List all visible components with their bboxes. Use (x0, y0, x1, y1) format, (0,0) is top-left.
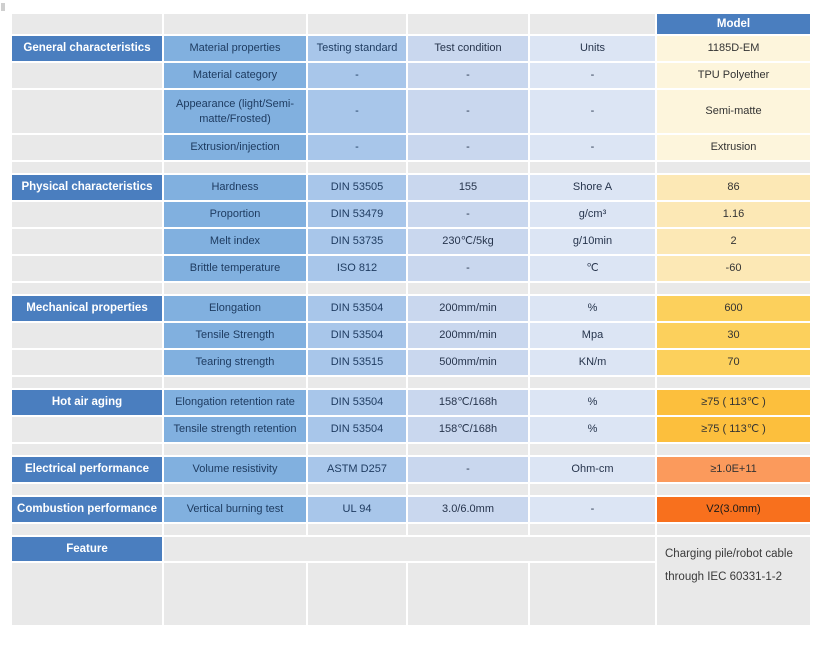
property-cell: Brittle temperature (164, 256, 306, 281)
empty-cell (308, 444, 406, 455)
property-cell: Material category (164, 63, 306, 88)
units-cell: - (530, 135, 655, 160)
empty-cell (530, 162, 655, 173)
standard-cell: DIN 53479 (308, 202, 406, 227)
section-header-cell: Feature (12, 537, 162, 561)
standard-cell: DIN 53735 (308, 229, 406, 254)
empty-cell (530, 524, 655, 535)
empty-cell (408, 563, 528, 625)
property-cell: Tearing strength (164, 350, 306, 375)
table-row (12, 90, 810, 133)
empty-cell (408, 283, 528, 294)
spacer-row (12, 444, 810, 455)
units-cell: Ohm-cm (530, 457, 655, 482)
empty-cell (530, 444, 655, 455)
table-row (12, 323, 810, 348)
model-value-cell: 600 (657, 296, 810, 321)
empty-cell (12, 202, 162, 227)
standard-cell: DIN 53504 (308, 296, 406, 321)
model-value-cell: 70 (657, 350, 810, 375)
property-cell: Appearance (light/Semi-matte/Frosted) (164, 90, 306, 133)
standard-cell: ASTM D257 (308, 457, 406, 482)
standard-cell: - (308, 90, 406, 133)
section-header-cell: Hot air aging (12, 390, 162, 415)
standard-cell: ISO 812 (308, 256, 406, 281)
units-cell: % (530, 296, 655, 321)
condition-cell: 200mm/min (408, 323, 528, 348)
empty-cell (657, 444, 810, 455)
units-cell: Mpa (530, 323, 655, 348)
units-cell: Units (530, 36, 655, 61)
standard-cell: DIN 53505 (308, 175, 406, 200)
material-spec-table (10, 12, 812, 627)
model-value-cell: ≥75 ( 113℃ ) (657, 390, 810, 415)
condition-cell: - (408, 202, 528, 227)
units-cell: KN/m (530, 350, 655, 375)
spacer-row (12, 484, 810, 495)
feature-row (12, 537, 810, 561)
property-cell: Melt index (164, 229, 306, 254)
units-cell: - (530, 63, 655, 88)
table-row (12, 256, 810, 281)
model-value-cell: Semi-matte (657, 90, 810, 133)
empty-cell (164, 377, 306, 388)
model-value-cell: 86 (657, 175, 810, 200)
empty-cell (530, 484, 655, 495)
feature-text-cell: Charging pile/robot cable through IEC 60331-1-2 (657, 537, 810, 625)
screenshot-artifact (1, 3, 5, 11)
model-value-cell: 1.16 (657, 202, 810, 227)
model-value-cell: -60 (657, 256, 810, 281)
section-header-cell: Mechanical properties (12, 296, 162, 321)
empty-cell (12, 256, 162, 281)
empty-cell (164, 14, 306, 34)
empty-cell (408, 14, 528, 34)
empty-cell (12, 484, 162, 495)
spacer-row (12, 162, 810, 173)
property-cell: Tensile Strength (164, 323, 306, 348)
empty-cell (657, 162, 810, 173)
condition-cell: 3.0/6.0mm (408, 497, 528, 522)
section-header-cell: Combustion performance (12, 497, 162, 522)
empty-cell (308, 563, 406, 625)
table-row (12, 202, 810, 227)
empty-cell (530, 563, 655, 625)
empty-cell (408, 444, 528, 455)
table-row (12, 390, 810, 415)
standard-cell: DIN 53515 (308, 350, 406, 375)
empty-cell (12, 162, 162, 173)
table-row (12, 229, 810, 254)
standard-cell: DIN 53504 (308, 417, 406, 442)
empty-cell (657, 377, 810, 388)
empty-cell (408, 377, 528, 388)
section-header-cell: Electrical performance (12, 457, 162, 482)
model-value-cell: 1185D-EM (657, 36, 810, 61)
condition-cell: 158℃/168h (408, 390, 528, 415)
empty-cell (408, 524, 528, 535)
standard-cell: UL 94 (308, 497, 406, 522)
units-cell: g/cm³ (530, 202, 655, 227)
property-cell: Hardness (164, 175, 306, 200)
condition-cell: - (408, 256, 528, 281)
property-cell: Tensile strength retention (164, 417, 306, 442)
model-value-cell: TPU Polyether (657, 63, 810, 88)
empty-cell (12, 90, 162, 133)
empty-cell (308, 524, 406, 535)
model-value-cell: V2(3.0mm) (657, 497, 810, 522)
standard-cell: DIN 53504 (308, 390, 406, 415)
property-cell: Vertical burning test (164, 497, 306, 522)
section-header-cell: General characteristics (12, 36, 162, 61)
condition-cell: - (408, 457, 528, 482)
empty-cell (12, 63, 162, 88)
units-cell: - (530, 90, 655, 133)
condition-cell: 200mm/min (408, 296, 528, 321)
condition-cell: 158℃/168h (408, 417, 528, 442)
empty-cell (164, 537, 655, 561)
units-cell: g/10min (530, 229, 655, 254)
property-cell: Material properties (164, 36, 306, 61)
empty-cell (12, 524, 162, 535)
condition-cell: 230℃/5kg (408, 229, 528, 254)
property-cell: Extrusion/injection (164, 135, 306, 160)
empty-cell (308, 283, 406, 294)
model-value-cell: 30 (657, 323, 810, 348)
units-cell: % (530, 390, 655, 415)
property-cell: Elongation retention rate (164, 390, 306, 415)
empty-cell (12, 563, 162, 625)
empty-cell (164, 283, 306, 294)
empty-cell (657, 484, 810, 495)
spacer-row (12, 524, 810, 535)
empty-cell (657, 283, 810, 294)
condition-cell: 500mm/min (408, 350, 528, 375)
table-row (12, 457, 810, 482)
standard-cell: Testing standard (308, 36, 406, 61)
column-header-row (12, 36, 810, 61)
empty-cell (308, 14, 406, 34)
empty-cell (530, 14, 655, 34)
empty-cell (164, 524, 306, 535)
table-row (12, 350, 810, 375)
condition-cell: Test condition (408, 36, 528, 61)
empty-cell (308, 377, 406, 388)
property-cell: Elongation (164, 296, 306, 321)
model-value-cell: Extrusion (657, 135, 810, 160)
spacer-row (12, 377, 810, 388)
units-cell: - (530, 497, 655, 522)
section-header-cell: Physical characteristics (12, 175, 162, 200)
table-row (12, 417, 810, 442)
condition-cell: - (408, 63, 528, 88)
spacer-row (12, 283, 810, 294)
condition-cell: - (408, 135, 528, 160)
model-value-cell: ≥75 ( 113℃ ) (657, 417, 810, 442)
condition-cell: - (408, 90, 528, 133)
empty-cell (164, 563, 306, 625)
model-value-cell: 2 (657, 229, 810, 254)
units-cell: % (530, 417, 655, 442)
condition-cell: 155 (408, 175, 528, 200)
empty-cell (12, 444, 162, 455)
model-value-cell: ≥1.0E+11 (657, 457, 810, 482)
property-cell: Volume resistivity (164, 457, 306, 482)
table-row (12, 175, 810, 200)
empty-cell (530, 377, 655, 388)
standard-cell: DIN 53504 (308, 323, 406, 348)
table-row (12, 135, 810, 160)
empty-cell (12, 14, 162, 34)
empty-cell (12, 377, 162, 388)
empty-cell (164, 162, 306, 173)
table-row (12, 296, 810, 321)
empty-cell (530, 283, 655, 294)
property-cell: Proportion (164, 202, 306, 227)
empty-cell (408, 484, 528, 495)
table-row (12, 497, 810, 522)
empty-cell (12, 417, 162, 442)
table-row (12, 63, 810, 88)
empty-cell (308, 162, 406, 173)
standard-cell: - (308, 63, 406, 88)
empty-cell (12, 323, 162, 348)
empty-cell (12, 283, 162, 294)
spec-table-body (12, 14, 810, 625)
empty-cell (164, 484, 306, 495)
empty-cell (408, 162, 528, 173)
units-cell: Shore A (530, 175, 655, 200)
units-cell: ℃ (530, 256, 655, 281)
empty-cell (12, 229, 162, 254)
standard-cell: - (308, 135, 406, 160)
empty-cell (657, 524, 810, 535)
empty-cell (164, 444, 306, 455)
empty-cell (12, 135, 162, 160)
model-column-header: Model (657, 14, 810, 34)
model-header-row (12, 14, 810, 34)
empty-cell (308, 484, 406, 495)
empty-cell (12, 350, 162, 375)
